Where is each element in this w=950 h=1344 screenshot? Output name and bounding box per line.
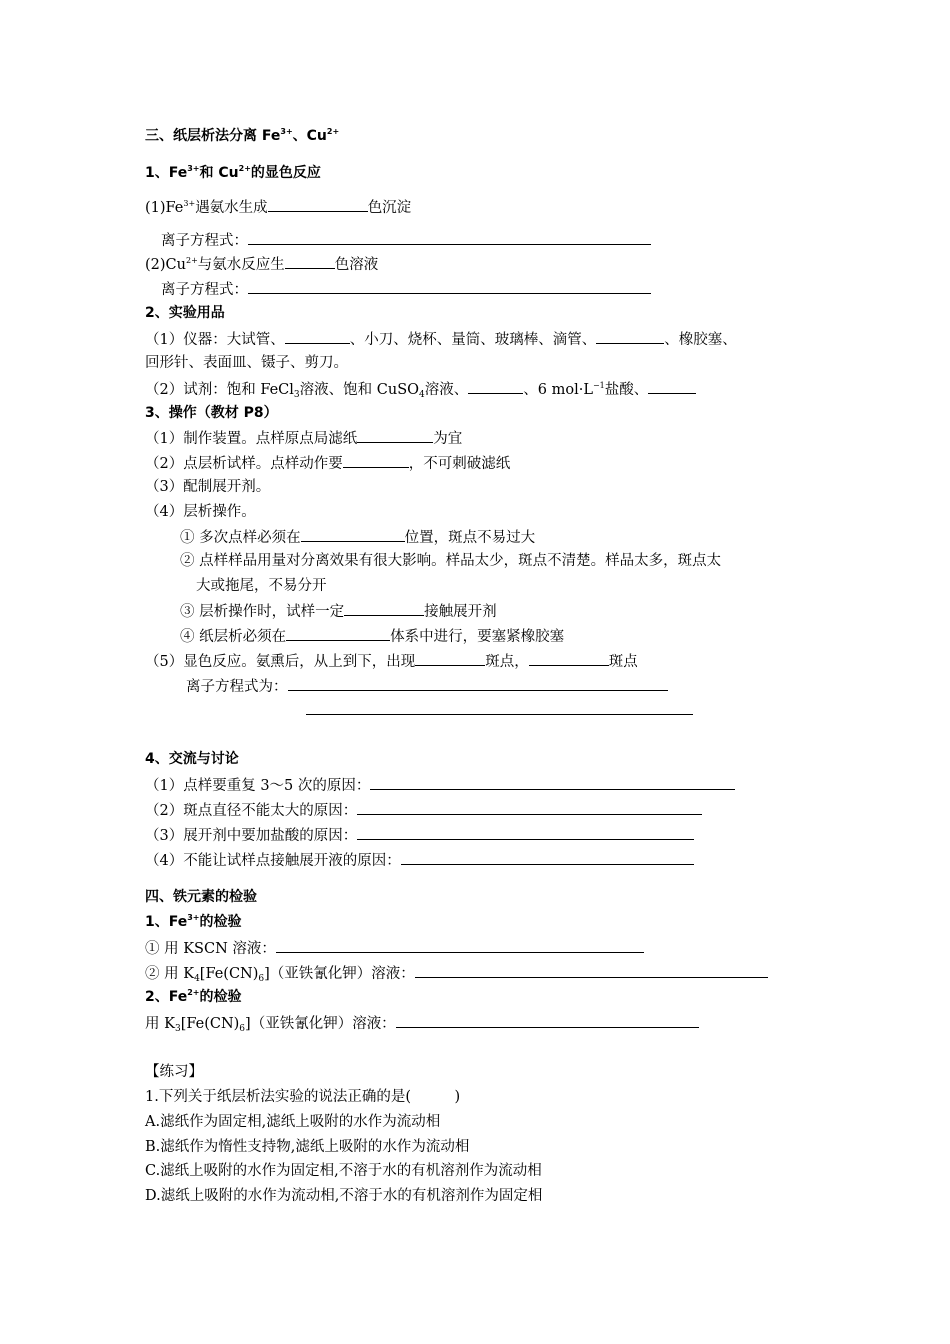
step4-point1: ① 多次点样必须在 位置，斑点不易过大 bbox=[180, 527, 535, 547]
option-b[interactable]: B.滤纸作为惰性支持物,滤纸上吸附的水作为流动相 bbox=[145, 1139, 470, 1155]
practice-title: 【练习】 bbox=[145, 1064, 203, 1080]
discussion-1: （1）点样要重复 3～5 次的原因： bbox=[145, 775, 735, 795]
step5-line: （5）显色反应。氨熏后，从上到下，出现 斑点， 斑点 bbox=[145, 651, 638, 671]
answer-blank[interactable] bbox=[301, 527, 405, 542]
answer-blank[interactable] bbox=[268, 197, 368, 212]
instruments-line-2: 回形针、表面皿、镊子、剪刀。 bbox=[145, 355, 348, 371]
step2-line: （2）点层析试样。点样动作要 ，不可刺破滤纸 bbox=[145, 453, 510, 473]
answer-blank[interactable] bbox=[401, 850, 694, 865]
answer-blank[interactable] bbox=[306, 700, 693, 715]
instruments-line: （1）仪器：大试管、 、小刀、烧杯、量筒、玻璃棒、滴管、 、橡胶塞、 bbox=[145, 329, 737, 349]
answer-blank[interactable] bbox=[648, 379, 696, 394]
item3-heading: 3、操作（教材 P8） bbox=[145, 405, 278, 421]
k4-line: ② 用 $K_4[Fe(CN)_6]$（亚铁氰化钾）溶液： bbox=[145, 963, 768, 983]
answer-blank[interactable] bbox=[248, 279, 651, 294]
answer-blank[interactable] bbox=[344, 601, 424, 616]
step4-point2-cont: 大或拖尾，不易分开 bbox=[196, 578, 327, 594]
step4-line: （4）层析操作。 bbox=[145, 504, 256, 520]
q1-line: $(1)Fe^{3+}$遇氨水生成 色沉淀 bbox=[145, 199, 412, 216]
answer-blank[interactable] bbox=[285, 329, 350, 344]
step5-equation-2 bbox=[306, 700, 693, 720]
answer-blank[interactable] bbox=[357, 428, 433, 443]
item4-heading: 4、交流与讨论 bbox=[145, 751, 239, 767]
q2-equation-line: 离子方程式： bbox=[161, 279, 651, 299]
option-a[interactable]: A.滤纸作为固定相,滤纸上吸附的水作为流动相 bbox=[145, 1114, 441, 1130]
option-d[interactable]: D.滤纸上吸附的水作为流动相,不溶于水的有机溶剂作为固定相 bbox=[145, 1188, 543, 1204]
discussion-2: （2）斑点直径不能太大的原因： bbox=[145, 800, 702, 820]
step1-line: （1）制作装置。点样原点局滤纸 为宜 bbox=[145, 428, 462, 448]
answer-blank[interactable] bbox=[288, 676, 668, 691]
k3-line: 用 $K_3[Fe(CN)_6]$（亚铁氰化钾）溶液： bbox=[145, 1013, 699, 1033]
answer-blank[interactable] bbox=[276, 938, 644, 953]
step3-line: （3）配制展开剂。 bbox=[145, 479, 271, 495]
step4-point4: ④ 纸层析必须在 体系中进行，要塞紧橡胶塞 bbox=[180, 626, 564, 646]
discussion-3: （3）展开剂中要加盐酸的原因： bbox=[145, 825, 694, 845]
answer-blank[interactable] bbox=[596, 329, 664, 344]
answer-blank[interactable] bbox=[343, 453, 409, 468]
fe3-heading: 1、$Fe^{3+}$的检验 bbox=[145, 913, 242, 930]
kscn-line: ① 用 KSCN 溶液： bbox=[145, 938, 644, 958]
answer-blank[interactable] bbox=[248, 230, 651, 245]
q1-equation-line: 离子方程式： bbox=[161, 230, 651, 250]
option-c[interactable]: C.滤纸上吸附的水作为固定相,不溶于水的有机溶剂作为流动相 bbox=[145, 1163, 542, 1179]
answer-blank[interactable] bbox=[357, 825, 694, 840]
answer-blank[interactable] bbox=[415, 651, 485, 666]
section4-title: 四、铁元素的检验 bbox=[145, 889, 257, 905]
step5-equation: 离子方程式为： bbox=[186, 676, 668, 696]
practice-question: 1.下列关于纸层析法实验的说法正确的是( ) bbox=[145, 1089, 461, 1105]
reagents-line: （2）试剂：饱和 FeCl$_3$溶液、饱和 CuSO$_4$溶液、 、6 $mol\cdot L^{-1}$盐酸、 bbox=[145, 379, 696, 399]
answer-blank[interactable] bbox=[396, 1013, 699, 1028]
step4-point3: ③ 层析操作时，试样一定 接触展开剂 bbox=[180, 601, 497, 621]
q2-line: $(2)Cu^{2+}$与氨水反应生 色溶液 bbox=[145, 256, 379, 273]
section3-title: 三、纸层析法分离 $Fe^{3+}$、$Cu^{2+}$ bbox=[145, 127, 340, 144]
answer-blank[interactable] bbox=[468, 379, 523, 394]
answer-blank[interactable] bbox=[529, 651, 609, 666]
step4-point2: ② 点样样品用量对分离效果有很大影响。样品太少，斑点不清楚。样品太多，斑点太 bbox=[180, 553, 722, 569]
item2-heading: 2、实验用品 bbox=[145, 305, 225, 321]
answer-blank[interactable] bbox=[285, 254, 335, 269]
answer-blank[interactable] bbox=[357, 800, 702, 815]
answer-blank[interactable] bbox=[286, 626, 390, 641]
discussion-4: （4）不能让试样点接触展开液的原因： bbox=[145, 850, 694, 870]
answer-blank[interactable] bbox=[415, 963, 768, 978]
item1-heading: 1、$Fe^{3+}$和 $Cu^{2+}$的显色反应 bbox=[145, 164, 321, 181]
answer-blank[interactable] bbox=[370, 775, 735, 790]
fe2-heading: 2、$Fe^{2+}$的检验 bbox=[145, 988, 242, 1005]
